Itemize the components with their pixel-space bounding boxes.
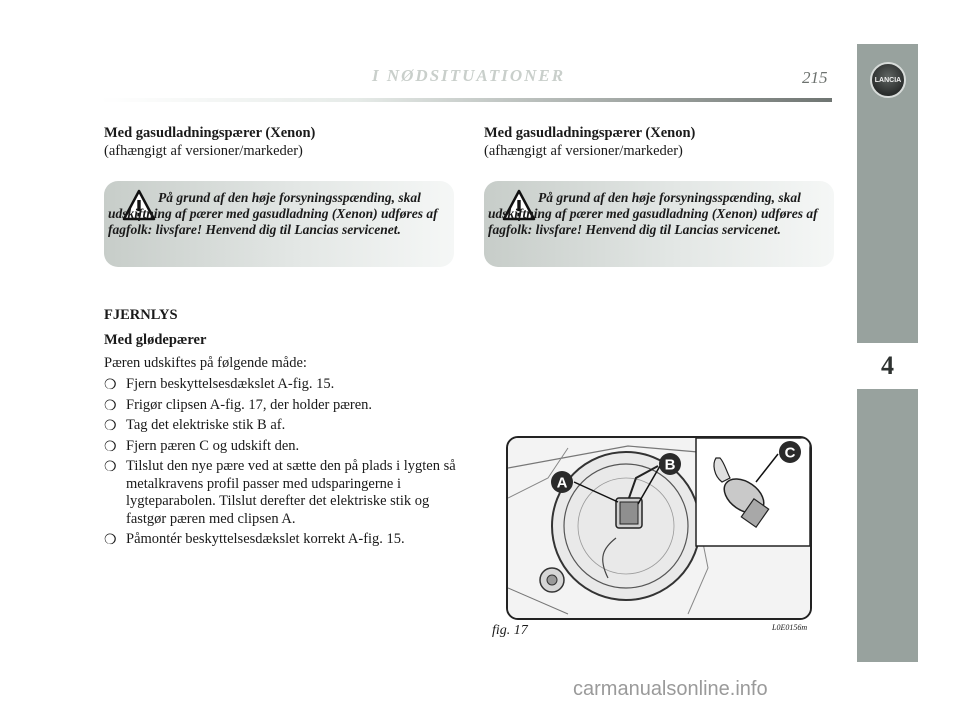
label-c: C bbox=[784, 444, 796, 462]
chapter-title: I NØDSITUATIONER bbox=[372, 66, 566, 85]
left-heading-title: Med gasudladningspærer (Xenon) bbox=[104, 125, 316, 141]
right-warning-text: På grund af den høje forsyningsspænding, skal udskiftning af pærer med gasudladning (Xenon) udføres af fagfolk: livsfare! Henvend dig til Lancias servicenet. bbox=[488, 190, 818, 237]
label-b: B bbox=[664, 456, 676, 474]
bullet-icon: ❍ bbox=[104, 460, 117, 475]
bullet-icon: ❍ bbox=[104, 533, 117, 548]
intro-text: Pæren udskiftes på følgende måde: bbox=[104, 355, 307, 371]
list-item: ❍ Påmontér beskyttelsesdækslet korrekt A-fig. 15. bbox=[104, 531, 405, 548]
label-a: A bbox=[556, 474, 568, 492]
right-heading-title: Med gasudladningspærer (Xenon) bbox=[484, 125, 696, 141]
section-title-fjernlys: FJERNLYS bbox=[104, 307, 178, 323]
left-warning-box bbox=[104, 181, 454, 267]
left-warning-text: På grund af den høje forsyningsspænding, skal udskiftning af pærer med gasudladning (Xenon) udføres af fagfolk: livsfare! Henvend dig til Lancias servicenet. bbox=[108, 190, 438, 237]
list-item: ❍ Frigør clipsen A-fig. 17, der holder pæren. bbox=[104, 396, 373, 414]
right-heading-subtitle: (afhængigt af versioner/markeder) bbox=[484, 143, 683, 159]
left-heading-subtitle: (afhængigt af versioner/markeder) bbox=[104, 143, 303, 159]
list-item: ❍ Tag det elektriske stik B af. bbox=[104, 417, 286, 434]
step-list bbox=[104, 376, 464, 552]
list-item: ❍ Tilslut den nye pære ved at sætte den på plads i lygten så metalkravens profil passer med udsparingerne i lygteparabolen. Tilslut derefter det elektriske stik og fastgør pæren med clipsen A. bbox=[104, 458, 456, 527]
figure-17 bbox=[506, 436, 812, 620]
left-heading bbox=[104, 124, 464, 160]
headlamp-illustration bbox=[508, 438, 810, 618]
bullet-icon: ❍ bbox=[104, 419, 117, 434]
subsection-title: Med glødepærer bbox=[104, 332, 207, 348]
right-warning-box bbox=[484, 181, 834, 267]
bullet-icon: ❍ bbox=[104, 398, 117, 414]
watermark-link[interactable]: carmanualsonline.info bbox=[573, 678, 768, 700]
bullet-icon: ❍ bbox=[104, 378, 117, 393]
list-item: ❍ Fjern beskyttelsesdækslet A-fig. 15. bbox=[104, 376, 335, 393]
page-number: 215 bbox=[802, 68, 828, 87]
lancia-logo-icon: LANCIA bbox=[870, 62, 906, 98]
figure-code: L0E0156m bbox=[772, 623, 808, 632]
figure-caption: fig. 17 bbox=[492, 623, 528, 638]
header-rule bbox=[100, 98, 832, 102]
chapter-tab[interactable]: 4 bbox=[857, 340, 918, 392]
right-heading bbox=[484, 124, 844, 160]
bullet-icon: ❍ bbox=[104, 439, 117, 455]
list-item: ❍ Fjern pæren C og udskift den. bbox=[104, 437, 300, 455]
